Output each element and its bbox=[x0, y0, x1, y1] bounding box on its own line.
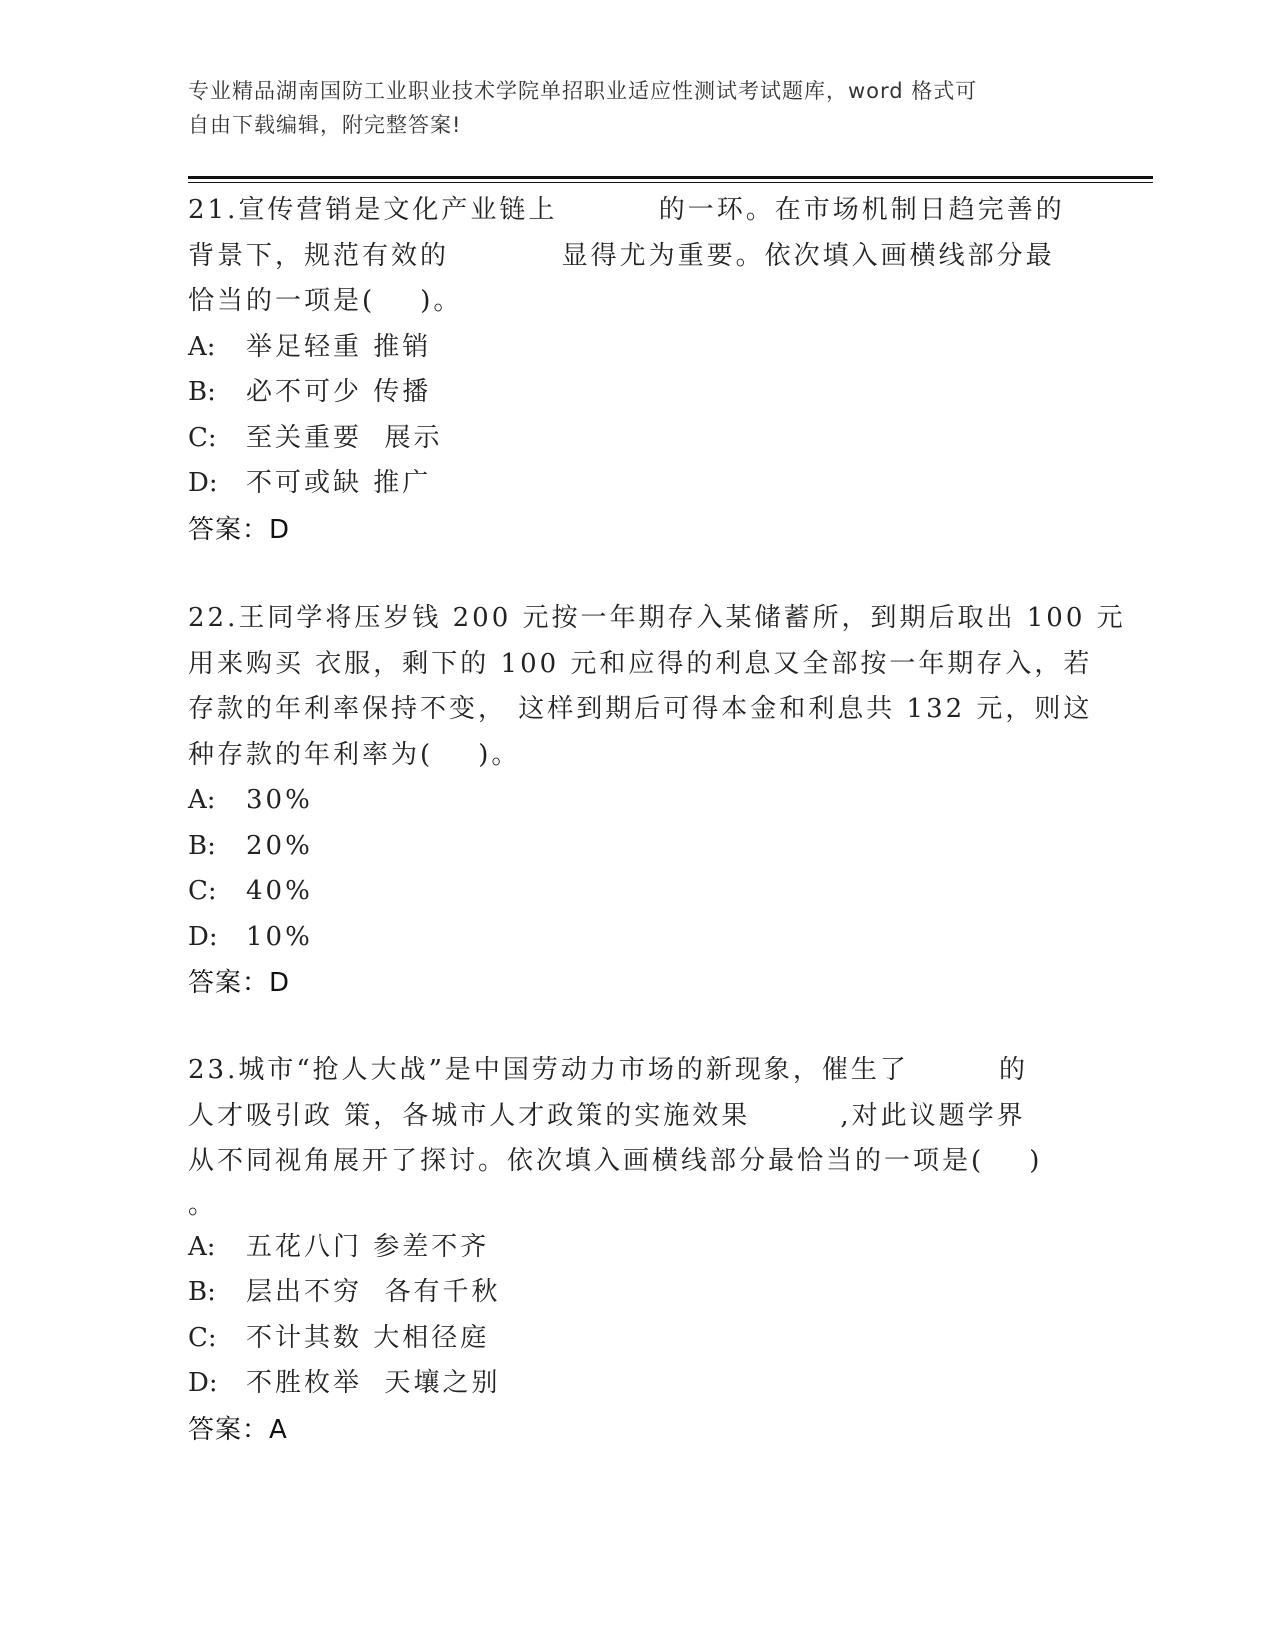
option-letter: C: bbox=[188, 1322, 217, 1353]
question-text-line: 背景下，规范有效的 显得尤为重要。依次填入画横线部分最 bbox=[188, 240, 1055, 271]
option-letter: D: bbox=[188, 1368, 218, 1398]
option-letter: D: bbox=[188, 921, 218, 952]
option-text: 不胜枚举 天壤之别 bbox=[246, 1368, 501, 1398]
option-text: 20% bbox=[246, 830, 313, 861]
option-c bbox=[188, 1316, 1088, 1362]
question-text-line: 存款的年利率保持不变， 这样到期后可得本金和利息共 132 元，则这 bbox=[188, 694, 1093, 724]
question-text-line: 22.王同学将压岁钱 200 元按一年期存入某储蓄所，到期后取出 100 元 bbox=[188, 603, 1126, 633]
question-text-line: 用来购买 衣服，剩下的 100 元和应得的利息又全部按一年期存入，若 bbox=[188, 648, 1093, 679]
option-text: 至关重要 展示 bbox=[246, 422, 443, 453]
option-b bbox=[188, 370, 1088, 416]
option-letter: B: bbox=[188, 377, 216, 407]
option-d bbox=[188, 461, 1088, 507]
option-a bbox=[188, 1225, 1088, 1271]
option-c bbox=[188, 869, 1088, 915]
option-b bbox=[188, 824, 1088, 870]
question-23 bbox=[188, 1048, 1088, 1453]
question-21 bbox=[188, 188, 1088, 553]
option-text: 40% bbox=[246, 876, 313, 906]
option-letter: B: bbox=[188, 830, 216, 861]
question-text-line: 种存款的年利率为( )。 bbox=[188, 739, 521, 770]
question-text-line: 恰当的一项是( )。 bbox=[188, 286, 463, 316]
option-letter: A: bbox=[188, 331, 216, 362]
option-a bbox=[188, 325, 1088, 371]
answer-label: 答案：D bbox=[188, 514, 291, 545]
option-letter: A: bbox=[188, 1231, 216, 1262]
option-text: 举足轻重 推销 bbox=[246, 331, 432, 362]
option-text: 五花八门 参差不齐 bbox=[246, 1231, 490, 1262]
option-letter: B: bbox=[188, 1277, 216, 1307]
question-22 bbox=[188, 596, 1126, 1006]
option-c bbox=[188, 416, 1088, 462]
answer-label: 答案：A bbox=[188, 1414, 288, 1445]
option-text: 必不可少 传播 bbox=[246, 377, 432, 407]
option-d bbox=[188, 1361, 1088, 1407]
question-text-line: 21.宣传营销是文化产业链上 的一环。在市场机制日趋完善的 bbox=[188, 195, 1065, 225]
answer-label: 答案：D bbox=[188, 968, 291, 998]
option-text: 10% bbox=[246, 921, 313, 952]
option-b bbox=[188, 1270, 1088, 1316]
question-text-line: 23.城市“抢人大战”是中国劳动力市场的新现象，催生了 的 bbox=[188, 1055, 1029, 1085]
question-text-line: 从不同视角展开了探讨。依次填入画横线部分最恰当的一项是( ) bbox=[188, 1146, 1043, 1176]
option-text: 不计其数 大相径庭 bbox=[246, 1322, 490, 1353]
option-text: 30% bbox=[246, 785, 313, 815]
option-letter: A: bbox=[188, 785, 216, 815]
question-text-line: 。 bbox=[188, 1189, 218, 1220]
header-line: 自由下载编辑，附完整答案! bbox=[188, 113, 462, 137]
header-divider-thin bbox=[188, 182, 1153, 183]
option-d bbox=[188, 915, 1088, 961]
question-text-line: 人才吸引政 策，各城市人才政策的实施效果 ,对此议题学界 bbox=[188, 1100, 1026, 1131]
option-letter: C: bbox=[188, 876, 217, 906]
option-a bbox=[188, 778, 1088, 824]
document-header bbox=[188, 74, 1088, 142]
option-letter: C: bbox=[188, 422, 217, 453]
option-letter: D: bbox=[188, 468, 218, 498]
header-divider-thick bbox=[188, 176, 1153, 179]
option-text: 层出不穷 各有千秋 bbox=[246, 1277, 501, 1307]
header-line: 专业精品湖南国防工业职业技术学院单招职业适应性测试考试题库，word 格式可 bbox=[188, 79, 978, 103]
option-text: 不可或缺 推广 bbox=[246, 468, 432, 498]
